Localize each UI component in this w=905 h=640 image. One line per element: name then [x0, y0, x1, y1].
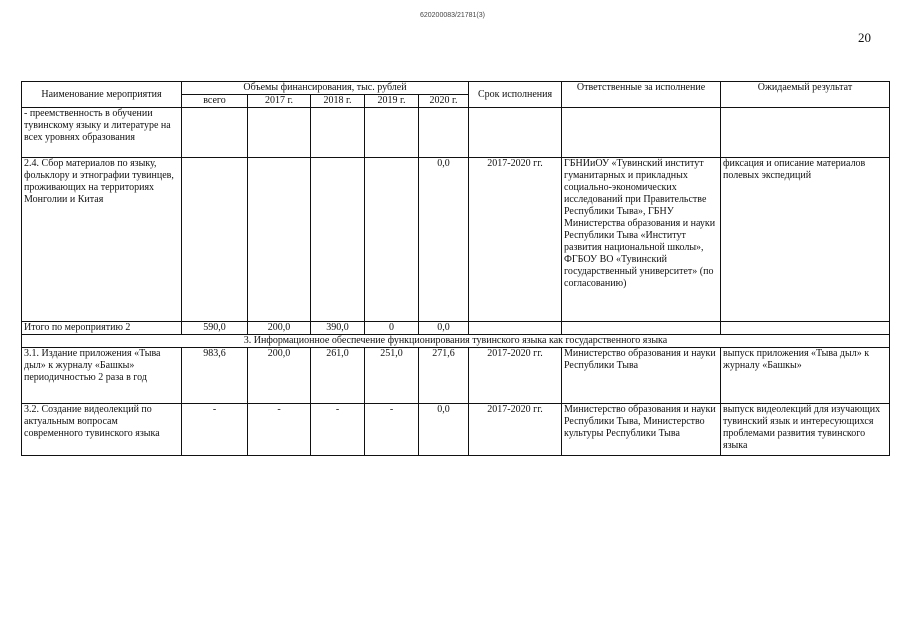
row-term: 2017-2020 гг. [469, 404, 562, 456]
table-row-total [22, 322, 890, 335]
row-2020: 271,6 [419, 348, 469, 404]
row-result [721, 322, 890, 335]
row-term [469, 322, 562, 335]
row-result: фиксация и описание материалов полевых экспедиций [721, 158, 890, 322]
table-row [22, 108, 890, 158]
row-responsible: Министерство образования и науки Республики Тыва [562, 348, 721, 404]
row-responsible [562, 322, 721, 335]
col-header-2020: 2020 г. [419, 95, 469, 108]
table-row [22, 158, 890, 322]
row-2017 [248, 108, 311, 158]
row-2019 [365, 158, 419, 322]
row-2019 [365, 108, 419, 158]
row-2018: 261,0 [311, 348, 365, 404]
row-total [182, 158, 248, 322]
row-total: - [182, 404, 248, 456]
row-2017: 200,0 [248, 322, 311, 335]
row-2018 [311, 108, 365, 158]
page-number: 20 [858, 30, 871, 45]
row-term: 2017-2020 гг. [469, 158, 562, 322]
col-header-2019: 2019 г. [365, 95, 419, 108]
col-header-responsible: Ответственные за исполнение [562, 82, 721, 108]
row-2017 [248, 158, 311, 322]
document-id: 620200083/21781(3) [419, 12, 485, 19]
row-total [182, 108, 248, 158]
table-row [22, 404, 890, 456]
section-header-row [22, 335, 890, 348]
row-name: Итого по мероприятию 2 [22, 322, 182, 335]
row-2020: 0,0 [419, 322, 469, 335]
row-2019: 0 [365, 322, 419, 335]
col-header-total: всего [182, 95, 248, 108]
row-2020: 0,0 [419, 158, 469, 322]
col-header-2018: 2018 г. [311, 95, 365, 108]
row-term: 2017-2020 гг. [469, 348, 562, 404]
header-row [22, 82, 890, 95]
row-2020 [419, 108, 469, 158]
row-responsible [562, 108, 721, 158]
row-total: 590,0 [182, 322, 248, 335]
row-2017: 200,0 [248, 348, 311, 404]
row-name: 3.2. Создание видеолекций по актуальным вопросам современного тувинского языка [22, 404, 182, 456]
row-name: 2.4. Сбор материалов по языку, фольклору и этнографии тувинцев, проживающих на территориях Монголии и Китая [22, 158, 182, 322]
col-header-result: Ожидаемый результат [721, 82, 890, 108]
row-total: 983,6 [182, 348, 248, 404]
activities-table [21, 81, 890, 456]
row-2018: - [311, 404, 365, 456]
row-term [469, 108, 562, 158]
col-header-2017: 2017 г. [248, 95, 311, 108]
row-result: выпуск приложения «Тыва дыл» к журналу «Башкы» [721, 348, 890, 404]
col-header-funding: Объемы финансирования, тыс. рублей [182, 82, 469, 95]
row-2018: 390,0 [311, 322, 365, 335]
row-name: - преемственность в обучении тувинскому языку и литературе на всех уровнях образования [22, 108, 182, 158]
row-2020: 0,0 [419, 404, 469, 456]
row-2018 [311, 158, 365, 322]
row-name: 3.1. Издание приложения «Тыва дыл» к журналу «Башкы» периодичностью 2 раза в год [22, 348, 182, 404]
section-title: 3. Информационное обеспечение функционирования тувинского языка как государственного языка [22, 335, 890, 348]
row-responsible: ГБНИиОУ «Тувинский институт гуманитарных и прикладных социально-экономических исследований при Правительстве Республики Тыва», ГБНУ Министерства образования и науки Республики Тыва «Институт развития национальной школы», ФГБОУ ВО «Тувинский государственный университет» (по согласованию) [562, 158, 721, 322]
col-header-name: Наименование мероприятия [22, 82, 182, 108]
row-2019: - [365, 404, 419, 456]
table-row [22, 348, 890, 404]
row-responsible: Министерство образования и науки Республики Тыва, Министерство культуры Республики Тыва [562, 404, 721, 456]
row-2017: - [248, 404, 311, 456]
row-result [721, 108, 890, 158]
col-header-term: Срок исполнения [469, 82, 562, 108]
row-result: выпуск видеолекций для изучающих тувинский язык и интересующихся проблемами развития тувинского языка [721, 404, 890, 456]
row-2019: 251,0 [365, 348, 419, 404]
